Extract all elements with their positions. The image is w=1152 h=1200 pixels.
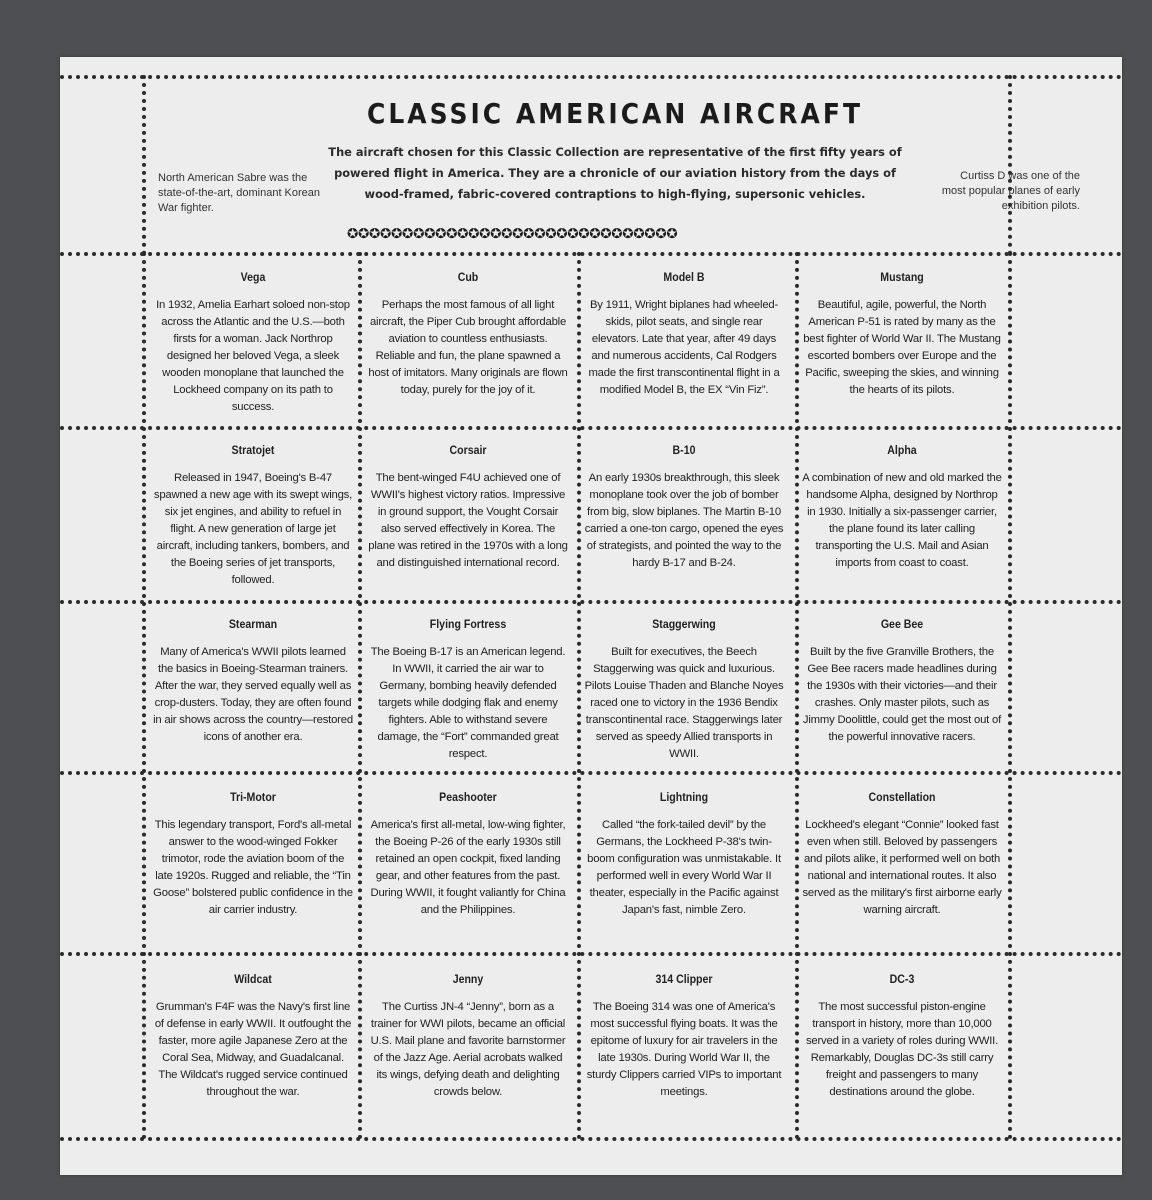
stamp-card <box>153 271 353 416</box>
sheet-header <box>140 77 1090 247</box>
stamp-title: Model B <box>663 272 705 284</box>
perforation-line <box>60 771 1122 775</box>
stamp-description: The bent-winged F4U achieved one of WWII's highest victory ratios. Impressive in ground support, the Vought Corsair also served effectively in Korea. The plane was retired in the 1970s with a long and distinguished international record. <box>368 472 568 569</box>
stamp-card <box>368 618 568 763</box>
stamp-title: Corsair <box>449 445 487 457</box>
stamp-card <box>153 618 353 746</box>
stamp-description: Lockheed's elegant “Connie” looked fast even when still. Beloved by passengers and pilots alike, it performed well on both national and international routes. It also served as the military's first airborne early warning aircraft. <box>802 819 1002 916</box>
perforation-line <box>60 252 1122 256</box>
stamp-card <box>584 973 784 1101</box>
stamp-description: America's first all-metal, low-wing fighter, the Boeing P-26 of the early 1930s still retained an open cockpit, fixed landing gear, and other features from the past. During WWII, it fought valiantly for China and the Philippines. <box>370 819 566 916</box>
stamp-description: Beautiful, agile, powerful, the North American P-51 is rated by many as the best fighter of World War II. The Mustang escorted bombers over Europe and the Pacific, sweeping the skies, and winning the hearts of its pilots. <box>803 299 1001 396</box>
perforation-line <box>795 252 799 1140</box>
intro-text: The aircraft chosen for this Classic Collection are representative of the first fifty years of powered flight in America. They are a chronicle of our aviation history from the days of wood-framed, fabric-covered contraptions to high-flying, supersonic vehicles. <box>328 145 902 201</box>
stamp-description: By 1911, Wright biplanes had wheeled-skids, pilot seats, and single rear elevators. Late that year, after 49 days and numerous accidents, Cal Rodgers made the first transcontinental flight in a modified Model B, the EX “Vin Fiz”. <box>588 299 780 396</box>
stamp-description: In 1932, Amelia Earhart soloed non-stop across the Atlantic and the U.S.—both firsts for a woman. Jack Northrop designed her beloved Vega, a sleek wooden monoplane that launched the Lockheed company on its path to success. <box>156 299 350 413</box>
stamp-title: Gee Bee <box>880 619 924 631</box>
stamp-title: Constellation <box>868 792 936 804</box>
stamp-title: Jenny <box>452 974 484 986</box>
stamp-card <box>802 618 1002 746</box>
stamp-description: The Boeing 314 was one of America's most successful flying boats. It was the epitome of luxury for air travelers in the late 1930s. During World War II, the sturdy Clippers carried VIPs to important meetings. <box>586 1001 782 1098</box>
stamp-card <box>153 444 353 589</box>
stamp-description: This legendary transport, Ford's all-metal answer to the wood-winged Fokker trimotor, rode the aviation boom of the late 1920s. Rugged and reliable, the “Tin Goose” bolstered public confidence in the air carrier industry. <box>153 819 353 916</box>
stamp-card <box>584 444 784 572</box>
perforation-line <box>60 952 1122 956</box>
perforation-line <box>1008 252 1012 1140</box>
stamp-description: Perhaps the most famous of all light aircraft, the Piper Cub brought affordable aviation to countless enthusiasts. Reliable and fun, the plane spawned a host of imitators. Many originals are flown today, purely for the joy of it. <box>368 299 568 396</box>
stamp-title: Staggerwing <box>652 619 716 631</box>
stamp-card <box>153 791 353 919</box>
stamp-description: An early 1930s breakthrough, this sleek monoplane took over the job of bomber from big, slow biplanes. The Martin B-10 carried a one-ton cargo, opened the eyes of strategists, and pointed the way to the hardy B-17 and B-24. <box>584 472 784 569</box>
stamp-title: Vega <box>240 272 266 284</box>
stamp-card <box>802 444 1002 572</box>
stamp-description: A combination of new and old marked the handsome Alpha, designed by Northrop in 1930. Initially a six-passenger carrier, the plane found its later calling transporting the U.S. Mail and Asian imports from coast to coast. <box>802 472 1002 569</box>
stamp-card <box>584 791 784 919</box>
stamp-title: Peashooter <box>439 792 497 804</box>
perforation-line <box>577 252 581 1140</box>
stamp-description: The Boeing B-17 is an American legend. In WWII, it carried the air war to Germany, bombing heavily defended targets while dodging flak and enemy fighters. Able to withstand severe damage, the “Fort” commanded great respect. <box>370 646 566 760</box>
stamp-title: Stearman <box>228 619 278 631</box>
stamp-description: Built for executives, the Beech Staggerwing was quick and luxurious. Pilots Louise Thaden and Blanche Noyes raced one to victory in the 1936 Bendix transcontinental race. Staggerwings later served as speedy Allied transports in WWII. <box>584 646 784 760</box>
stamp-card <box>802 271 1002 399</box>
stamp-card <box>584 271 784 399</box>
stamp-description: Many of America's WWII pilots learned the basics in Boeing-Stearman trainers. After the war, they served equally well as crop-dusters. Today, they are often found in air shows across the country—restored icons of another era. <box>153 646 353 743</box>
curtiss-note: Curtiss D was one of the most popular planes of early exhibition pilots. <box>941 170 1080 212</box>
stamp-card <box>802 791 1002 919</box>
stamp-title: B-10 <box>672 445 696 457</box>
stamp-title: Tri-Motor <box>230 792 276 804</box>
stamp-description: The most successful piston-engine transport in history, more than 10,000 served in a variety of roles during WWII. Remarkably, Douglas DC-3s still carry freight and passengers to many destinations around the globe. <box>805 1001 999 1098</box>
sabre-note: North American Sabre was the state-of-the-art, dominant Korean War fighter. <box>158 172 321 214</box>
perforation-line <box>142 252 146 1140</box>
stamp-card <box>368 973 568 1101</box>
page-title: CLASSIC AMERICAN AIRCRAFT <box>366 97 864 130</box>
stamp-title: Stratojet <box>231 445 275 457</box>
stamp-title: Flying Fortress <box>429 619 507 631</box>
perforation-line <box>60 600 1122 604</box>
perforation-line <box>358 252 362 1140</box>
stamp-card <box>802 973 1002 1101</box>
stamp-card <box>368 444 568 572</box>
stamp-description: Built by the five Granville Brothers, the Gee Bee racers made headlines during the 1930s with their victories—and their crashes. Only master pilots, such as Jimmy Doolittle, could get the most out of the powerful innovative racers. <box>802 646 1002 743</box>
stamp-card <box>368 791 568 919</box>
perforation-line <box>60 1137 1122 1141</box>
stamp-title: Mustang <box>880 272 924 284</box>
stamp-title: Alpha <box>887 445 917 457</box>
stamp-description: Released in 1947, Boeing's B-47 spawned a new age with its swept wings, six jet engines, and ability to refuel in flight. A new generation of large jet aircraft, including tankers, bombers, and the Boeing series of jet transports, followed. <box>153 472 353 586</box>
star-border-decoration: ✪✪✪✪✪✪✪✪✪✪✪✪✪✪✪✪✪✪✪✪✪✪✪✪✪✪✪✪✪✪ <box>347 226 678 241</box>
perforation-line <box>60 426 1122 430</box>
stamp-card <box>153 973 353 1101</box>
stamp-description: The Curtiss JN-4 “Jenny”, born as a trainer for WWI pilots, became an official U.S. Mail plane and favorite barnstormer of the Jazz Age. Aerial acrobats walked its wings, defying death and delighting crowds below. <box>370 1001 566 1098</box>
stamp-title: 314 Clipper <box>655 974 713 986</box>
stamp-title: Cub <box>457 272 479 284</box>
stamp-title: Lightning <box>659 792 709 804</box>
stamp-card <box>584 618 784 763</box>
stamp-sheet <box>60 57 1122 1175</box>
stamp-card <box>368 271 568 399</box>
stamp-description: Grumman's F4F was the Navy's first line of defense in early WWII. It outfought the faster, more agile Japanese Zero at the Coral Sea, Midway, and Guadalcanal. The Wildcat's rugged service continued throughout the war. <box>154 1001 352 1098</box>
stamp-title: Wildcat <box>234 974 272 986</box>
stamp-title: DC-3 <box>889 974 915 986</box>
stamp-description: Called “the fork-tailed devil” by the Germans, the Lockheed P-38's twin-boom configuration was unmistakable. It performed well in every World War II theater, especially in the Pacific against Japan's fast, nimble Zero. <box>587 819 781 916</box>
